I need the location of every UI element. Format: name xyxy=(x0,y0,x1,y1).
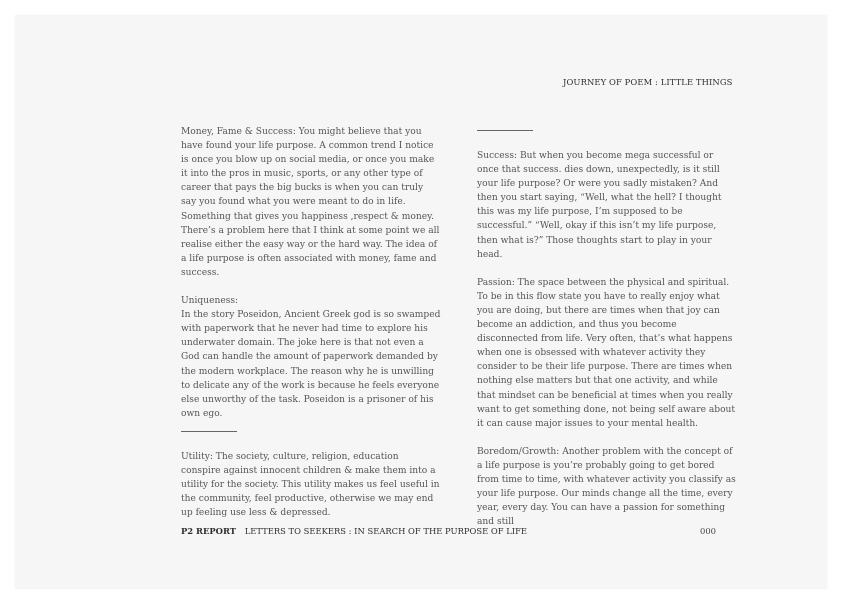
paragraph-utility: Utility: The society, culture, religion, education conspire against innocent children & make them into a utility for the society. This utility makes us feel useful in the community, feel productive, otherwise we may end up feeling use less & depressed. xyxy=(181,451,440,519)
footer-title xyxy=(181,526,527,536)
section-divider xyxy=(181,431,237,432)
paragraph-uniqueness: Uniqueness: In the story Poseidon, Ancient Greek god is so swamped with paperwork that he never had time to explore his underwater domain. The joke here is that not even a God can handle the amount of paperwork demanded by the modern workplace. The reason why he is unwilling to delicate any of the work is because he feels everyone else unworthy of the task. Poseidon is a prisoner of his own ego. xyxy=(181,296,441,419)
running-header: JOURNEY OF POEM : LITTLE THINGS xyxy=(563,77,733,87)
section-divider xyxy=(477,130,533,131)
document-title: LETTERS TO SEEKERS : IN SEARCH OF THE PURPOSE OF LIFE xyxy=(244,526,528,536)
paragraph-boredom-growth: Boredom/Growth: Another problem with the concept of a life purpose is you’re probably going to get bored from time to time, with whatever activity you classify as your life purpose. Our minds change all the time, every year, every day. You can have a passion for something and still xyxy=(477,446,736,528)
report-label: P2 REPORT xyxy=(181,526,237,536)
right-column xyxy=(477,130,737,543)
left-column xyxy=(181,125,441,534)
paragraph-money-fame-success: Money, Fame & Success: You might believe that you have found your life purpose. A common trend I notice is once you blow up on social media, or once you make it into the pros in music, sports, or any other type of career that pays the big bucks is when you can truly say you found what you were meant to do in life. Something that gives you happiness ,respect & money. There’s a problem here that I think at some point we all realise either the easy way or the hard way. The idea of a life purpose is often associated with money, fame and success. xyxy=(181,127,440,278)
paragraph-passion: Passion: The space between the physical and spiritual. To be in this flow state you have to really enjoy what you are doing, but there are times when that joy can become an addiction, and thus you become disconnected from life. Very often, that’s what happens when one is obsessed with whatever activity they consider to be their life purpose. There are times when nothing else matters but that one activity, and while that mindset can be beneficial at times when you really want to get something done, not being self aware about it can cause major issues to your mental health. xyxy=(477,277,736,429)
paragraph-success: Success: But when you become mega successful or once that success. dies down, unexpectedly, is it still your life purpose? Or were you sadly mistaken? And then you start saying, “Well, what the hell? I thought this was my life purpose, I’m supposed to be successful.” “Well, okay if this isn’t my life purpose, then what is?” Those thoughts start to play in your head. xyxy=(477,151,722,260)
page-number: 000 xyxy=(700,526,716,536)
